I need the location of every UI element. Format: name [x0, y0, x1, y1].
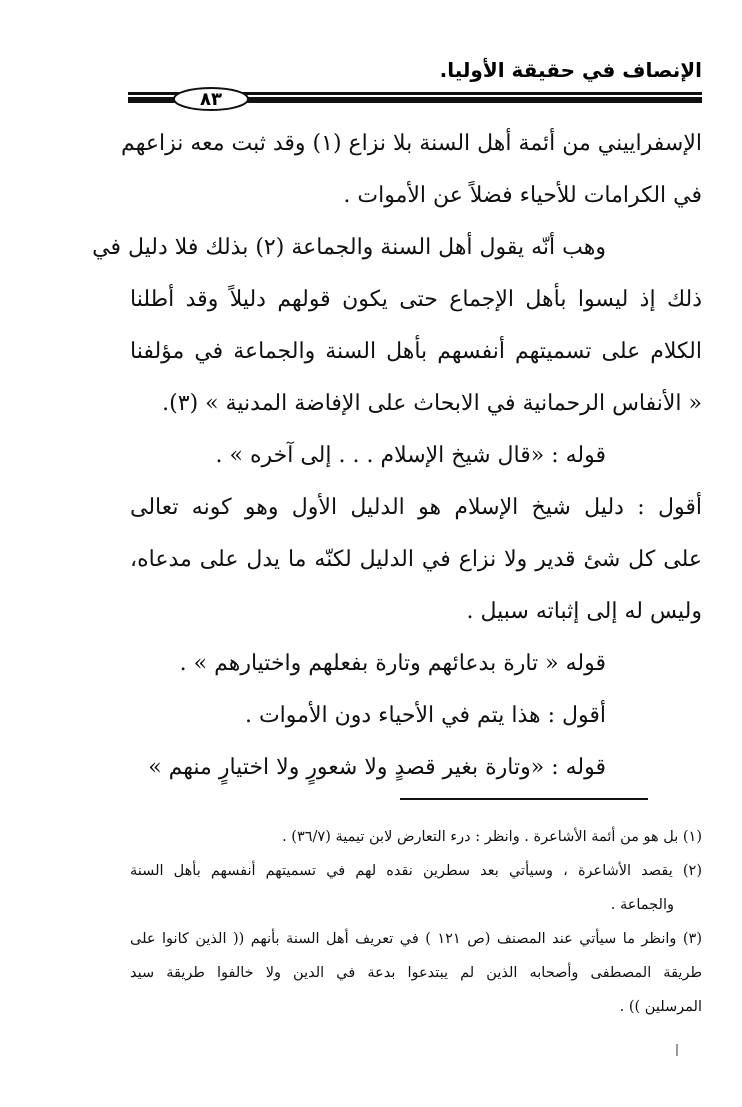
margin-mark [676, 1044, 678, 1056]
text-line: وليس له إلى إثباته سبيل . [466, 599, 702, 624]
page-number: ٨٣ [200, 88, 222, 110]
footnote-3-end: المرسلين )) . [619, 999, 702, 1015]
text-line: في الكرامات للأحياء فضلاً عن الأموات . [343, 183, 702, 208]
text-line: أقول : دليل شيخ الإسلام هو الدليل الأول وهو كونه تعالى [130, 495, 702, 520]
text-line: الإسفراييني من أئمة أهل السنة بلا نزاع (١) وقد ثبت معه نزاعهم [121, 131, 702, 156]
footnote-1: (١) بل هو من أئمة الأشاعرة . وانظر : درء التعارض لابن تيمية (٣٦/٧) . [282, 829, 702, 845]
footnote-2-continued: والجماعة . [610, 897, 674, 913]
main-text [92, 118, 702, 794]
text-line: ذلك إذ ليسوا بأهل الإجماع حتى يكون قولهم دليلاً وقد أطلنا [130, 287, 702, 312]
footnote-3-continued: طريقة المصطفى وأصحابه الذين لم يبتدعوا بدعة في الدين ولا خالفوا طريقة سيد [130, 965, 702, 981]
text-line: الكلام على تسميتهم أنفسهم بأهل السنة والجماعة في مؤلفنا [130, 339, 702, 364]
footnote-3: (٣) وانظر ما سيأتي عند المصنف (ص ١٢١ ) في تعريف أهل السنة بأنهم (( الذين كانوا على [130, 931, 702, 947]
text-line: « الأنفاس الرحمانية في الابحاث على الإفاضة المدنية » (٣). [162, 391, 702, 416]
text-line: أقول : هذا يتم في الأحياء دون الأموات . [244, 703, 606, 728]
footnote-separator [400, 798, 648, 800]
footnote-2: (٢) يقصد الأشاعرة ، وسيأتي بعد سطرين نقده لهم في تسميتهم أنفسهم بأهل السنة [130, 863, 702, 879]
running-title: الإنصاف في حقيقة الأوليا. [439, 58, 702, 82]
text-line: قوله « تارة بدعائهم وتارة بفعلهم واختيارهم » . [179, 651, 606, 676]
text-line: قوله : «قال شيخ الإسلام . . . إلى آخره » . [215, 443, 606, 468]
text-line: وهب أنّه يقول أهل السنة والجماعة (٢) بذلك فلا دليل في [92, 235, 606, 260]
footnotes [130, 820, 702, 1024]
text-line: على كل شئ قدير ولا نزاع في الدليل لكنّه ما يدل على مدعاه، [130, 547, 702, 572]
text-line: قوله : «وتارة بغير قصدٍ ولا شعورٍ ولا اختيارٍ منهم » [148, 755, 606, 780]
